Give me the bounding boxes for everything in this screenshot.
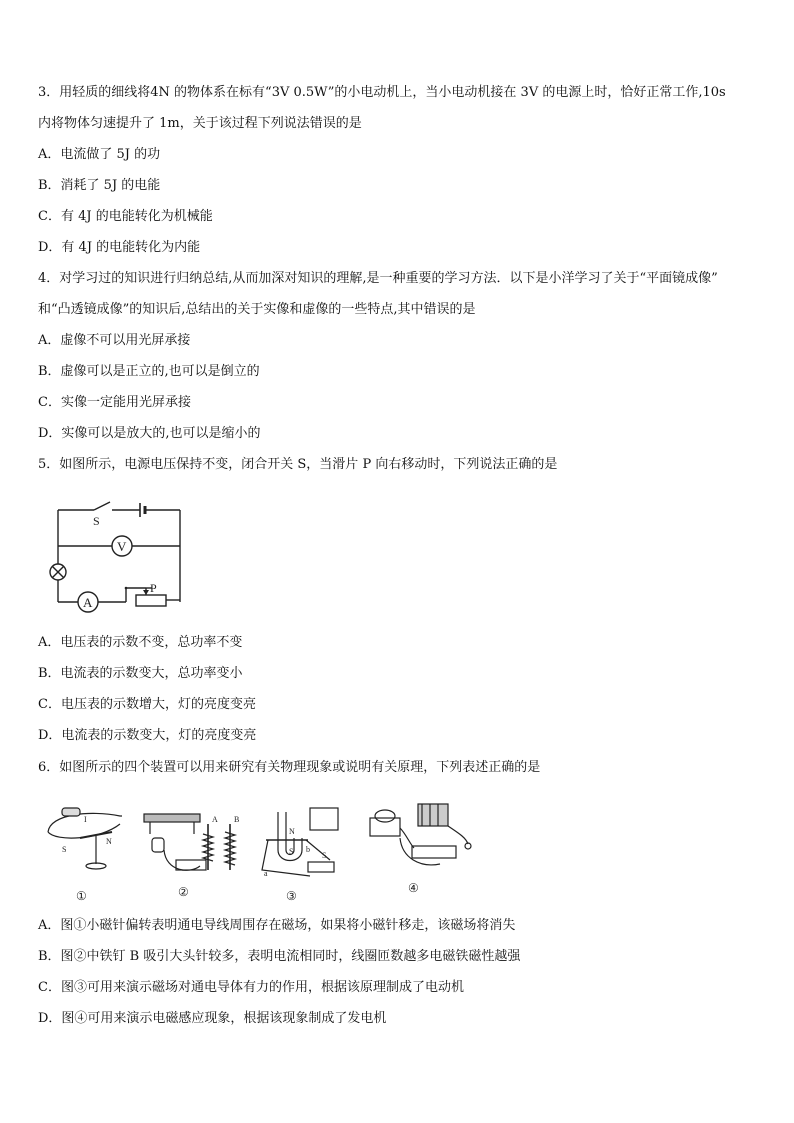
q4-stem-line1: 4．对学习过的知识进行归纳总结,从而加深对知识的理解,是一种重要的学习方法．以下是小洋学习了关于“平面镜成像” bbox=[38, 271, 718, 286]
q6-figure-1-label: ① bbox=[76, 889, 87, 903]
q3-option-b: B．消耗了 5J 的电能 bbox=[38, 178, 161, 193]
q3-option-d: D．有 4J 的电能转化为内能 bbox=[38, 240, 201, 255]
svg-text:b: b bbox=[306, 845, 310, 854]
q5-circuit-diagram bbox=[44, 494, 188, 614]
q5-option-a: A．电压表的示数不变，总功率不变 bbox=[38, 635, 243, 650]
q5-voltmeter-label: V bbox=[117, 539, 127, 554]
q5-slider-label: P bbox=[150, 581, 157, 595]
q3-option-a: A．电流做了 5J 的功 bbox=[38, 147, 161, 162]
q3-option-c: C．有 4J 的电能转化为机械能 bbox=[38, 209, 213, 224]
q6-figure-4-label: ④ bbox=[408, 881, 419, 895]
q4-option-c: C．实像一定能用光屏承接 bbox=[38, 395, 191, 410]
q5-ammeter-label: A bbox=[83, 595, 93, 610]
svg-text:B: B bbox=[234, 815, 240, 824]
q5-option-b: B．电流表的示数变大，总功率变小 bbox=[38, 666, 243, 681]
svg-text:I: I bbox=[84, 815, 87, 824]
q4-option-a: A．虚像不可以用光屏承接 bbox=[38, 333, 191, 348]
q6-option-b: B．图②中铁钉 B 吸引大头针较多，表明电流相同时，线圈匝数越多电磁铁磁性越强 bbox=[38, 949, 521, 964]
q5-option-d: D．电流表的示数变大，灯的亮度变亮 bbox=[38, 728, 257, 743]
svg-text:N: N bbox=[106, 837, 112, 846]
q6-apparatus-figures bbox=[40, 794, 480, 904]
q5-option-c: C．电压表的示数增大，灯的亮度变亮 bbox=[38, 697, 256, 712]
svg-text:a: a bbox=[264, 869, 268, 878]
svg-text:S: S bbox=[322, 851, 327, 860]
q6-stem: 6．如图所示的四个装置可以用来研究有关物理现象或说明有关原理，下列表述正确的是 bbox=[38, 760, 541, 775]
q6-option-c: C．图③可用来演示磁场对通电导体有力的作用，根据该原理制成了电动机 bbox=[38, 980, 464, 995]
svg-text:S: S bbox=[62, 845, 67, 854]
q3-stem-line2: 内将物体匀速提升了 1m，关于该过程下列说法错误的是 bbox=[38, 116, 362, 131]
q3-stem-line1: 3．用轻质的细线将4N 的物体系在标有“3V 0.5W”的小电动机上，当小电动机接在 3V 的电源上时，恰好正常工作,10s bbox=[38, 85, 726, 100]
q4-option-d: D．实像可以是放大的,也可以是缩小的 bbox=[38, 426, 261, 441]
q5-switch-label: S bbox=[93, 514, 100, 528]
q4-stem-line2: 和“凸透镜成像”的知识后,总结出的关于实像和虚像的一些特点,其中错误的是 bbox=[38, 302, 476, 317]
svg-text:S: S bbox=[289, 847, 294, 856]
q6-option-a: A．图①小磁针偏转表明通电导线周围存在磁场，如果将小磁针移走，该磁场将消失 bbox=[38, 918, 516, 933]
q6-option-d: D．图④可用来演示电磁感应现象，根据该现象制成了发电机 bbox=[38, 1011, 387, 1026]
svg-text:N: N bbox=[289, 827, 295, 836]
q6-figure-2-label: ② bbox=[178, 885, 189, 899]
q5-stem: 5．如图所示，电源电压保持不变，闭合开关 S，当滑片 P 向右移动时，下列说法正确的是 bbox=[38, 457, 558, 472]
q6-figure-3-label: ③ bbox=[286, 889, 297, 903]
svg-text:A: A bbox=[212, 815, 218, 824]
q4-option-b: B．虚像可以是正立的,也可以是倒立的 bbox=[38, 364, 260, 379]
